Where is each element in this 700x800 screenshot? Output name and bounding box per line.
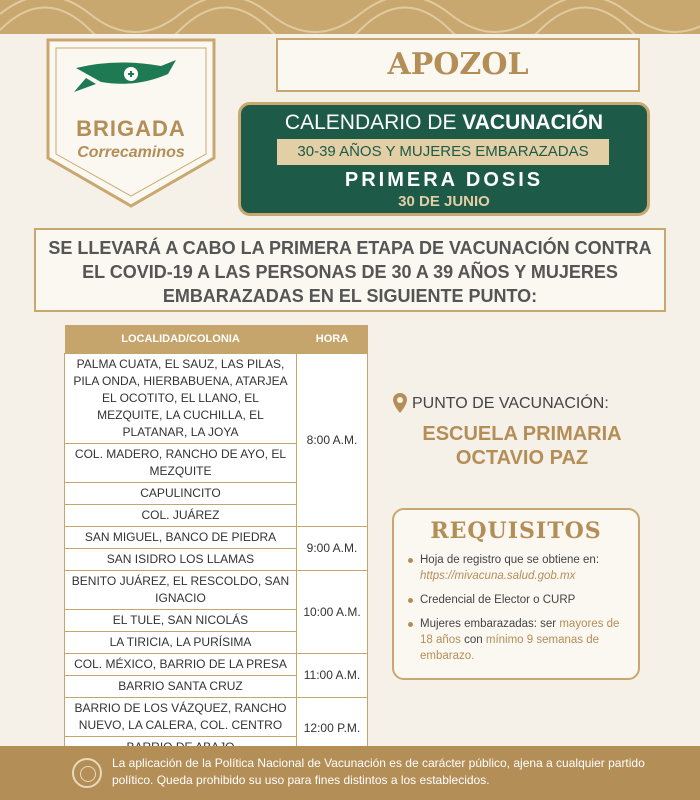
locality-cell: LA TIRICIA, LA PURÍSIMA xyxy=(65,632,297,654)
locality-cell: SAN ISIDRO LOS LLAMAS xyxy=(65,549,297,571)
calendar-box xyxy=(238,102,650,216)
locality-cell: COL. JUÁREZ xyxy=(65,505,297,527)
table-row xyxy=(65,354,368,444)
requirement-3-text: Mujeres embarazadas: ser xyxy=(420,618,560,630)
locality-cell: PALMA CUATA, EL SAUZ, LAS PILAS, PILA ONDA, HIERBABUENA, ATARJEA EL OCOTITO, EL LLANO, EL MEZQUITE, LA CUCHILLA, EL PLATANAR, LA JOYA xyxy=(65,354,297,444)
brigada-badge xyxy=(46,38,216,208)
time-cell: 11:00 A.M. xyxy=(297,654,368,698)
locality-cell: CAPULINCITO xyxy=(65,483,297,505)
vaccination-point-name xyxy=(392,422,652,470)
locality-cell: COL. MADERO, RANCHO DE AYO, EL MEZQUITE xyxy=(65,444,297,483)
requirements-box xyxy=(392,508,640,680)
footer-disclaimer: La aplicación de la Política Nacional de Vacunación es de carácter público, ajena a cualquier partido político. Queda prohibido su uso para fines distintos a los establecidos. xyxy=(112,756,645,787)
requirement-3-weeks: mínimo 9 semanas de embarazo. xyxy=(420,634,600,662)
time-cell: 8:00 A.M. xyxy=(297,354,368,527)
locality-cell: SAN MIGUEL, BANCO DE PIEDRA xyxy=(65,527,297,549)
ornament-pattern xyxy=(0,0,700,34)
requirement-3-age: mayores de 18 años xyxy=(420,618,620,646)
table-row xyxy=(65,654,368,676)
schedule-table xyxy=(64,325,368,759)
list-item xyxy=(408,552,632,584)
age-group-label: 30-39 AÑOS Y MUJERES EMBARAZADAS xyxy=(277,139,609,165)
list-item xyxy=(408,592,632,608)
locality-cell: BARRIO SANTA CRUZ xyxy=(65,676,297,698)
locality-cell: BENITO JUÁREZ, EL RESCOLDO, SAN IGNACIO xyxy=(65,571,297,610)
calendar-title xyxy=(241,111,647,135)
calendar-title-plain: CALENDARIO DE xyxy=(284,111,463,134)
brand-line-2: Correcaminos xyxy=(77,144,185,161)
vaccination-point-label: PUNTO DE VACUNACIÓN: xyxy=(412,395,609,412)
locality-cell: COL. MÉXICO, BARRIO DE LA PRESA xyxy=(65,654,297,676)
requirements-title: REQUISITOS xyxy=(430,518,602,544)
calendar-title-bold: VACUNACIÓN xyxy=(462,111,604,134)
locality-cell: BARRIO DE LOS VÁZQUEZ, RANCHO NUEVO, LA CALERA, COL. CENTRO xyxy=(65,698,297,737)
column-header-locality: LOCALIDAD/COLONIA xyxy=(65,325,297,354)
table-row xyxy=(65,571,368,610)
announcement-box xyxy=(34,228,666,312)
time-cell: 9:00 A.M. xyxy=(297,527,368,571)
town-box xyxy=(276,38,640,92)
dose-date: 30 DE JUNIO xyxy=(398,193,490,210)
footer-band xyxy=(0,746,700,800)
vaccination-point-name-line-1: ESCUELA PRIMARIA xyxy=(422,423,622,445)
table-row xyxy=(65,698,368,737)
column-header-time: HORA xyxy=(297,325,368,354)
announcement-text: SE LLEVARÁ A CABO LA PRIMERA ETAPA DE VACUNACIÓN CONTRA EL COVID-19 A LAS PERSONAS DE 30 A 39 AÑOS Y MUJERES EMBARAZADAS EN EL SIGUIENTE PUNTO: xyxy=(48,238,652,306)
brand-line-1: BRIGADA xyxy=(76,116,186,141)
table-row xyxy=(65,527,368,549)
time-cell: 12:00 P.M. xyxy=(297,698,368,759)
town-name: APOZOL xyxy=(387,47,529,82)
requirement-3-connector: con xyxy=(460,634,486,646)
requirement-2-text: Credencial de Elector o CURP xyxy=(420,594,576,606)
list-item xyxy=(408,616,632,664)
requirements-list xyxy=(408,552,632,672)
table-header-row xyxy=(65,325,368,354)
locality-cell: EL TULE, SAN NICOLÁS xyxy=(65,610,297,632)
requirement-1-text: Hoja de registro que se obtiene en: xyxy=(420,554,600,566)
dose-label: PRIMERA DOSIS xyxy=(344,169,544,191)
government-seal-icon xyxy=(72,758,102,788)
time-cell: 10:00 A.M. xyxy=(297,571,368,654)
vaccination-point-name-line-2: OCTAVIO PAZ xyxy=(455,447,589,469)
location-pin-icon xyxy=(392,392,408,414)
top-decorative-band xyxy=(0,0,700,34)
registration-link[interactable]: https://mivacuna.salud.gob.mx xyxy=(420,570,576,582)
